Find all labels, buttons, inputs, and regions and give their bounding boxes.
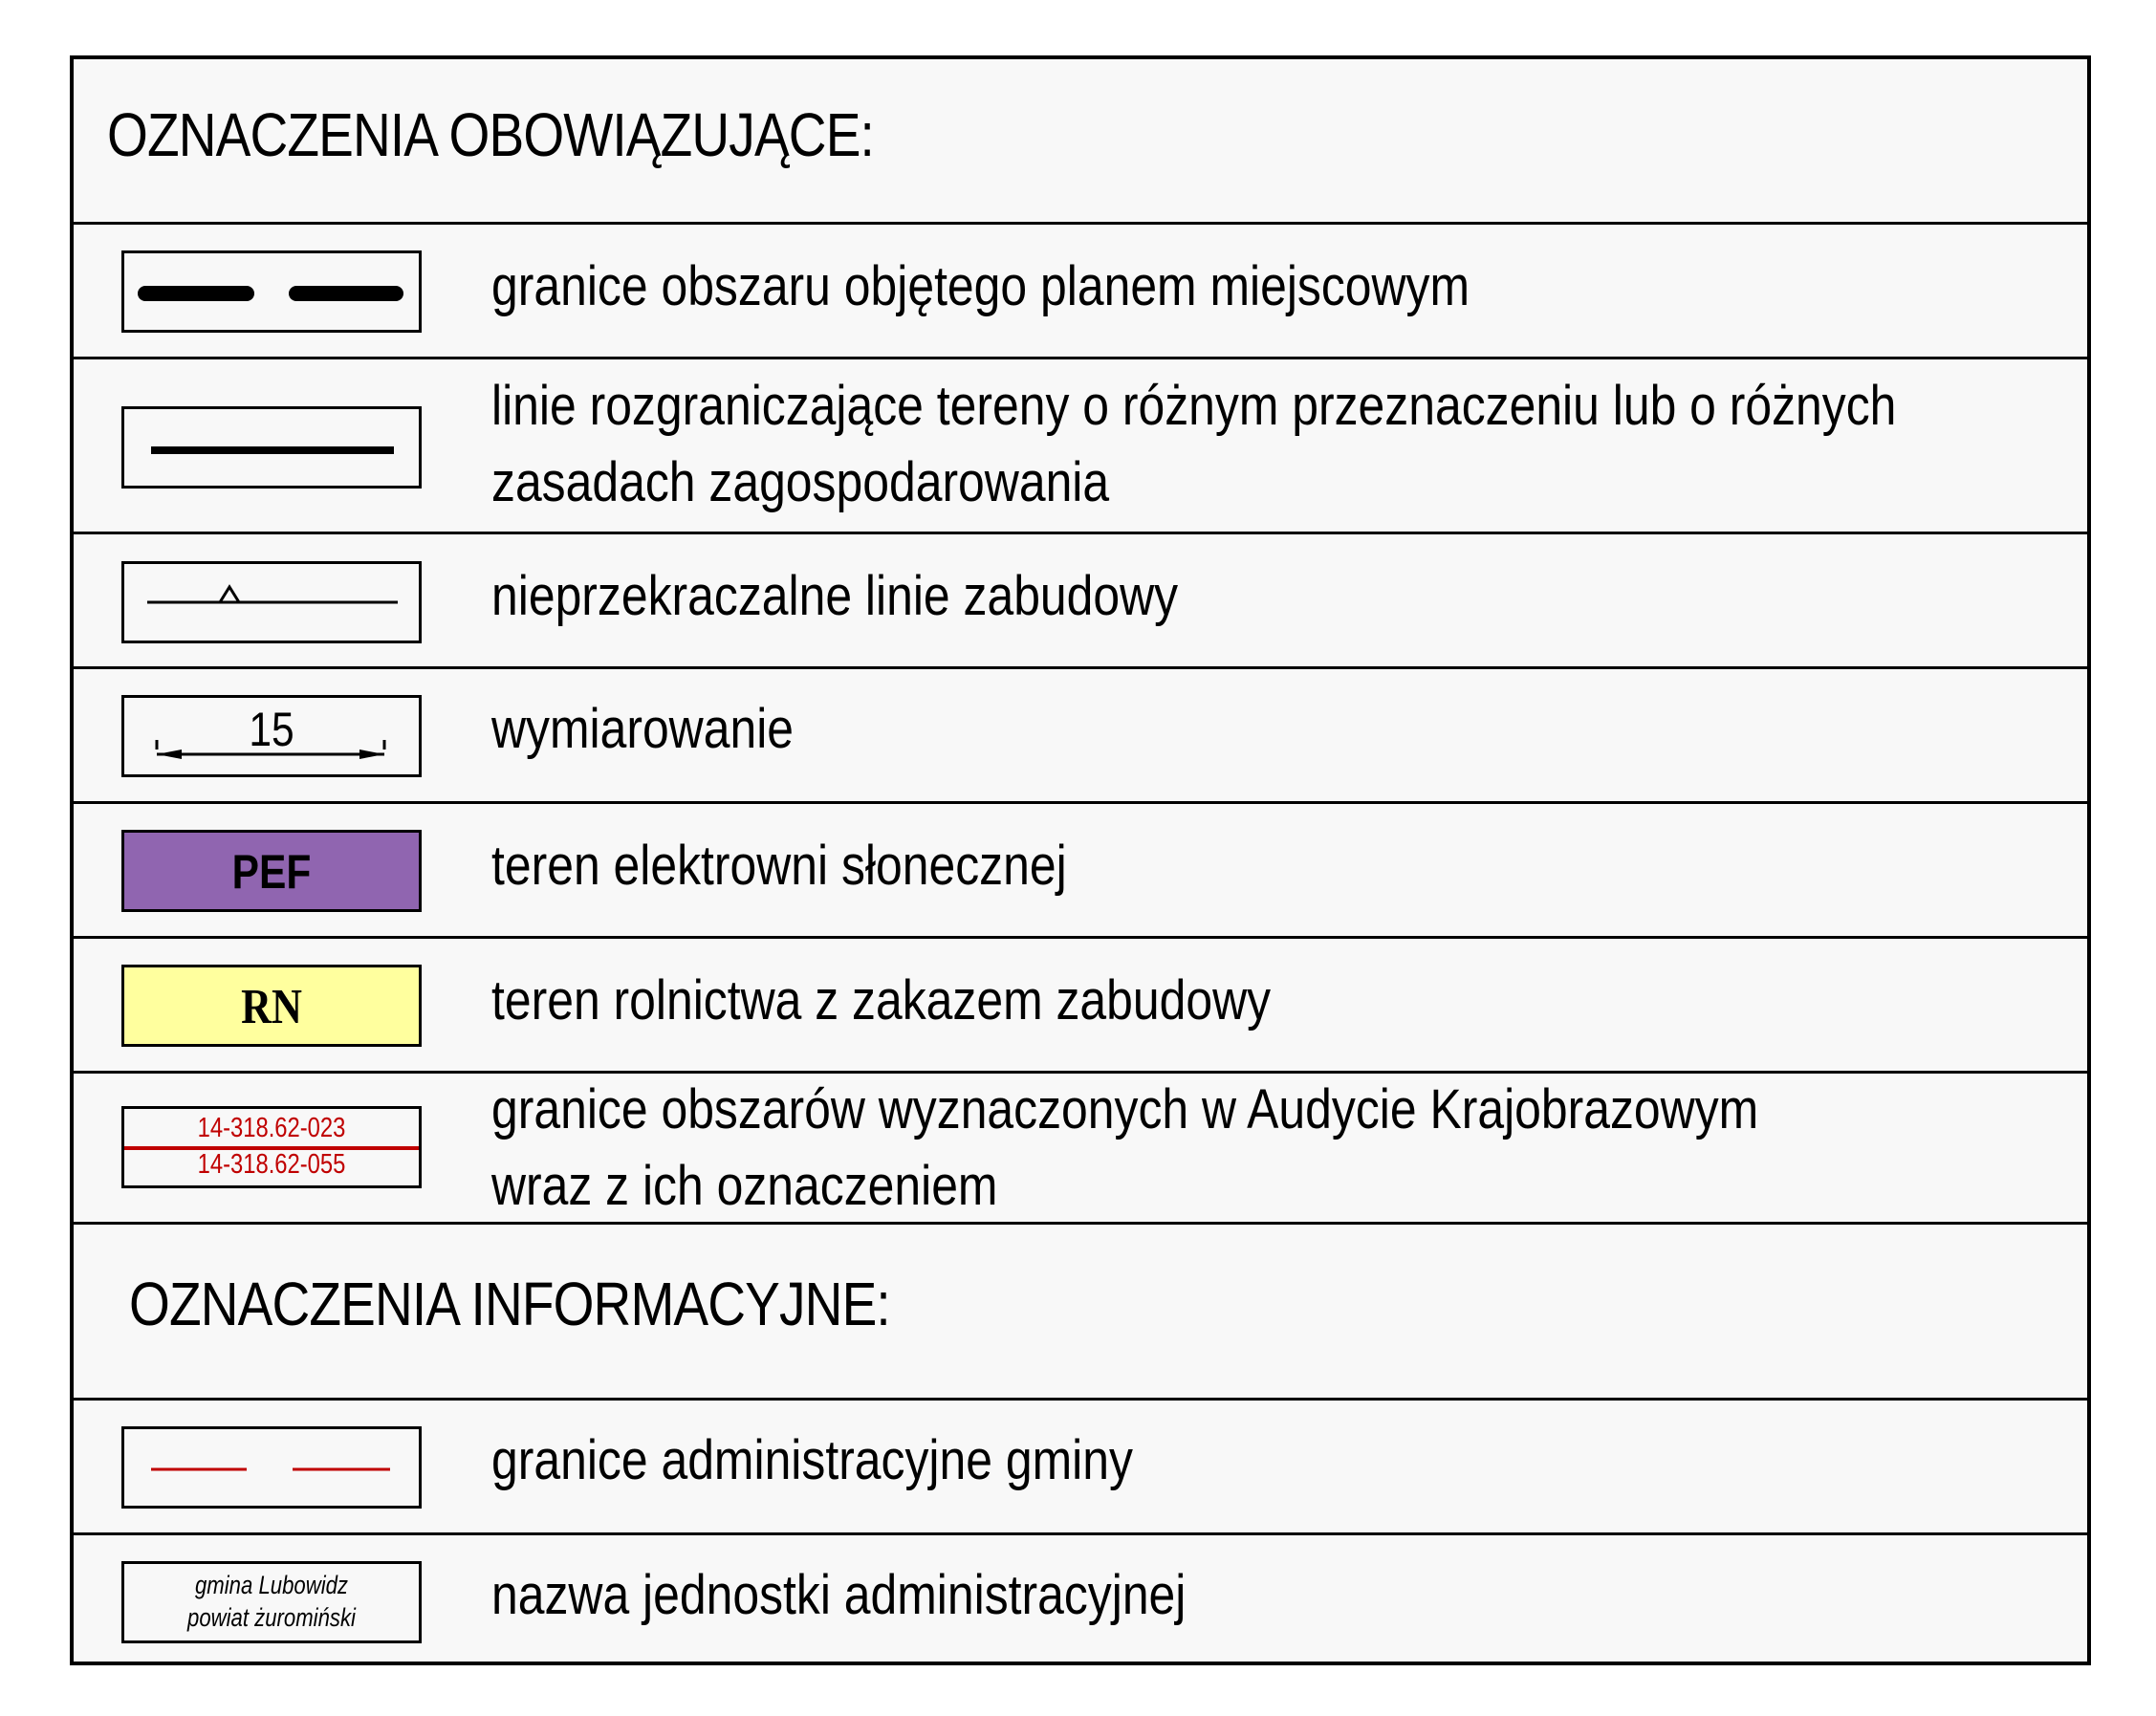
legend-row-rn (74, 939, 2087, 1074)
pef-zone-code: PEF (231, 845, 312, 899)
legend-row-building-lines (74, 534, 2087, 669)
rn-zone-swatch (121, 965, 422, 1047)
legend-row-admin-name (74, 1535, 2087, 1665)
solid-line-icon (121, 406, 422, 489)
binding-heading: OZNACZENIA OBOWIĄZUJĄCE: (107, 100, 874, 169)
legend-label-landscape-audit-2: wraz z ich oznaczeniem (491, 1155, 998, 1217)
legend-row-dimensioning (74, 669, 2087, 804)
red-dashed-line-icon (121, 1426, 422, 1509)
thick-dashed-line-icon (121, 250, 422, 333)
landscape-area-code-bottom: 14-318.62-055 (197, 1149, 346, 1180)
legend-label-dimensioning: wymiarowanie (491, 698, 795, 760)
info-heading-row (74, 1225, 2087, 1401)
legend-label-building-lines: nieprzekraczalne linie zabudowy (491, 565, 1179, 627)
legend-row-admin-boundary (74, 1401, 2087, 1535)
legend-label-pef: teren elektrowni słonecznej (491, 835, 1067, 897)
binding-heading-row (74, 59, 2087, 225)
legend-label-admin-boundary: granice administracyjne gminy (491, 1429, 1133, 1491)
pef-zone-swatch (121, 830, 422, 912)
landscape-area-boundary-icon (121, 1106, 422, 1188)
admin-name-powiat: powiat żuromiński (187, 1603, 356, 1632)
building-line-caret-icon (121, 561, 422, 643)
dimension-arrow-icon (121, 695, 422, 777)
legend-label-landscape-audit-1: granice obszarów wyznaczonych w Audycie Krajobrazowym (491, 1078, 1759, 1140)
map-legend (70, 55, 2091, 1665)
legend-label-plan-boundary: granice obszaru objętego planem miejscowym (491, 255, 1470, 317)
legend-row-pef (74, 804, 2087, 939)
legend-label-admin-name: nazwa jednostki administracyjnej (491, 1564, 1187, 1626)
legend-label-demarcation-line-2: zasadach zagospodarowania (491, 451, 1110, 513)
admin-name-sample (121, 1561, 422, 1643)
dimension-value: 15 (249, 703, 294, 756)
rn-zone-code: RN (241, 980, 302, 1034)
legend-row-plan-boundary (74, 225, 2087, 359)
legend-label-demarcation-line-1: linie rozgraniczające tereny o różnym przeznaczeniu lub o różnych (491, 375, 1897, 437)
info-heading: OZNACZENIA INFORMACYJNE: (129, 1270, 890, 1338)
legend-row-demarcation-lines (74, 359, 2087, 534)
landscape-area-code-top: 14-318.62-023 (197, 1113, 346, 1143)
admin-name-gmina: gmina Lubowidz (194, 1571, 349, 1599)
legend-row-landscape-audit (74, 1074, 2087, 1225)
legend-label-rn: teren rolnictwa z zakazem zabudowy (491, 969, 1272, 1032)
